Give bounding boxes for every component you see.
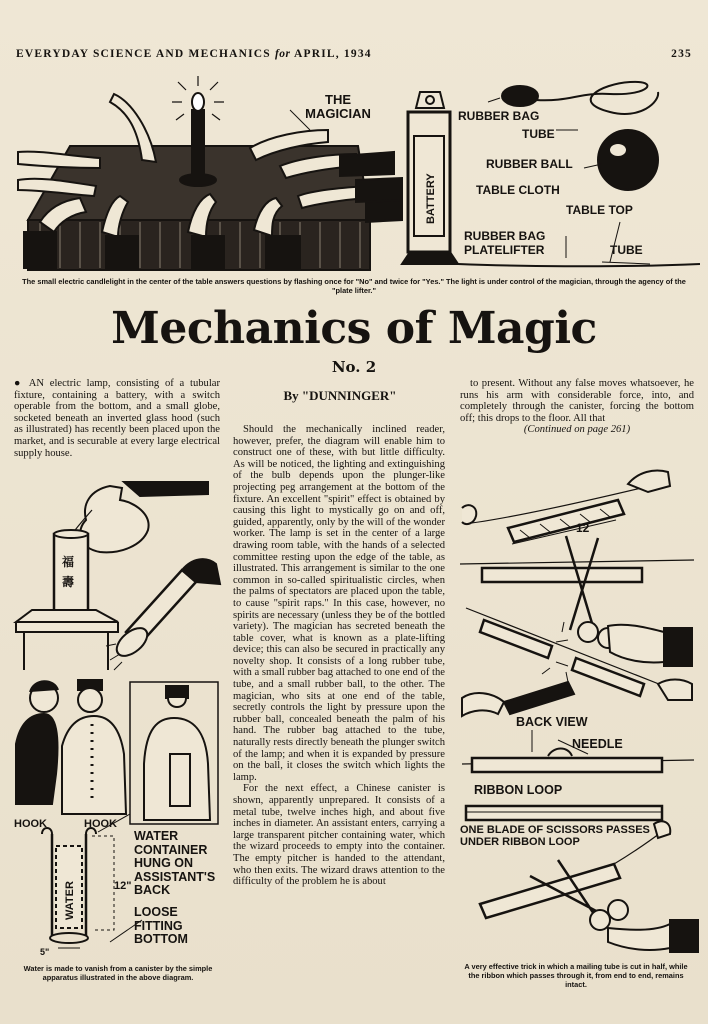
label-hook-left: HOOK: [14, 818, 47, 830]
label-rubber-ball: RUBBER BALL: [486, 157, 573, 171]
header-title: EVERYDAY SCIENCE AND MECHANICS for APRIL, 1934: [16, 48, 372, 60]
label-water: WATER: [64, 881, 76, 920]
article-number: No. 2: [331, 358, 377, 376]
label-magician-1: THE: [325, 92, 351, 107]
label-back-view: BACK VIEW: [516, 715, 588, 729]
label-magician-2: MAGICIAN: [305, 106, 371, 121]
label-table-top: TABLE TOP: [566, 203, 633, 217]
intro-paragraph: ● AN electric lamp, consisting of a tubular fixture, containing a battery, with a switch operable from the bottom, and a small globe, socketed beneath an inverted glass hood (such as illustrated) has recently been placed upon the market, and is securable at every large electrical supply house.: [14, 378, 221, 459]
seance-table-illustration: [10, 72, 700, 277]
middle-paragraph-2: For the next effect, a Chinese canister is shown, apparently unprepared. It consists of a metal tube, twelve inches high, and about five inches in diameter. An assistant enters, carrying a large transparent pitcher containing water, which the wizard proceeds to empty into the container. The empty pitcher is handed to the attendant, who then exits. The wizard draws attention to the difficulty of the problem he is about: [233, 783, 445, 888]
label-height: 12": [114, 880, 132, 892]
label-ribbon-loop: RIBBON LOOP: [474, 783, 563, 797]
middle-column: [233, 424, 445, 888]
label-battery: BATTERY: [425, 173, 437, 224]
top-caption: The small electric candlelight in the center of the table answers questions by flashing once for "No" and twice for "Yes." The light is under control of the magician, through the agency of the "plate lifter.": [22, 277, 686, 295]
continued-note: (Continued on page 261): [523, 424, 631, 436]
right-paragraph: to present. Without any false moves whatsoever, he runs his arm with considerable force, into, and completely through the canister, forcing the bottom off; this drops to the floor. All that: [460, 378, 694, 424]
svg-text:壽: 壽: [62, 575, 75, 589]
label-plate-lifter-2: PLATELIFTER: [464, 243, 545, 257]
running-header: [16, 48, 692, 64]
label-length: 12: [576, 521, 590, 535]
right-column: [460, 378, 694, 436]
label-water-container: WATER CONTAINER HUNG ON ASSISTANT'S BACK: [134, 829, 216, 897]
label-tube: TUBE: [522, 127, 555, 141]
middle-paragraph-1: Should the mechanically inclined reader, however, prefer, the diagram will enable him to construct one of these, with but little difficulty. As will be noticed, the lighting and extinguishing of the bulb depends upon the plunger-like projecting peg arrangement at the bottom of the fixture. An excellent "spirit" effect is obtained by causing this light to mystically go on and off, guided, apparently, only by the will of the wonder worker. The lamp is set in the center of a large drawing room table, with the hands of a selected committee resting upon the edge of the table, as illustrated. This arrangement is similar to the one common in so-called spiritualistic circles, when the palms of spectators are placed upon the table, to cause "spirit raps." In this case, however, no spirits are necessary (unless they be of the bottled variety). The magician has secreted beneath the table cover, what is known as a plate-lifting device; this can also be secured in practically any novelty shop. It consists of a long rubber tube, with a small rubber bag attached to one end of the tube, and a small rubber ball, to the other. The magician, who sits at one end of the table, secretly controls the light by pressure upon the rubber ball, concealed beneath the palm of his hand. The rubber bag attached to the tube, naturally rests directly beneath the plunger switch of the lamp; and when it is expanded by pressure on the ball, it closes the switch which lights the lamp.: [233, 424, 445, 783]
label-plate-lifter-1: RUBBER BAG: [464, 229, 546, 243]
label-blade-note: ONE BLADE OF SCISSORS PASSES UNDER RIBBON LOOP: [460, 824, 650, 848]
label-table-cloth: TABLE CLOTH: [476, 183, 560, 197]
label-tube-bottom: TUBE: [610, 243, 643, 257]
page-number: 235: [671, 48, 692, 60]
label-rubber-bag: RUBBER BAG: [458, 109, 540, 123]
bullet-icon: ●: [14, 378, 29, 389]
right-caption: A very effective trick in which a mailing tube is cut in half, while the ribbon which passes through it, from end to end, remains intact.: [464, 962, 688, 989]
left-caption: Water is made to vanish from a canister by the simple apparatus illustrated in the above diagram.: [23, 964, 213, 982]
byline: By "DUNNINGER": [283, 388, 397, 403]
label-hook-right: HOOK: [84, 818, 117, 830]
mailing-tube-illustration: [458, 462, 700, 960]
article-title: Mechanics of Magic: [111, 303, 597, 354]
svg-text:福: 福: [62, 555, 75, 569]
label-loose-bottom: LOOSE FITTING BOTTOM: [134, 905, 188, 946]
label-needle: NEEDLE: [572, 737, 623, 751]
label-diameter: 5": [40, 947, 50, 957]
